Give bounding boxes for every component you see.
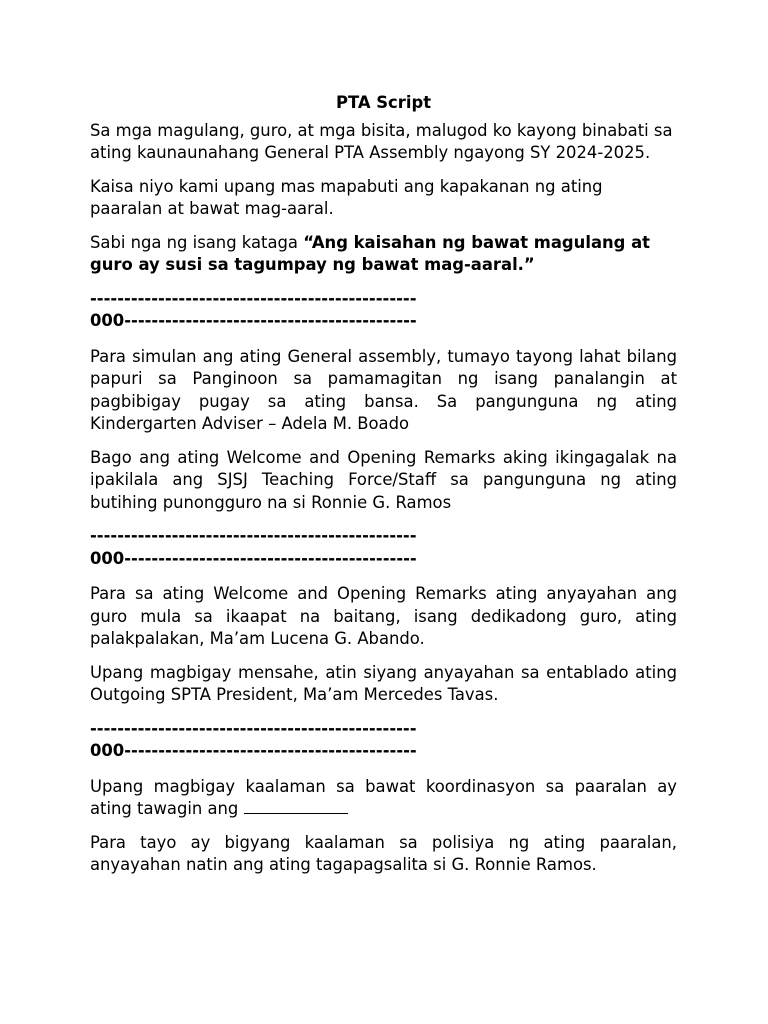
coordination-text: Upang magbigay kaalaman sa bawat koordinasyon sa paaralan ay ating tawagin ang xyxy=(90,776,677,818)
separator-line: 000------------------------------------------- xyxy=(90,311,417,330)
separator-line: ------------------------------------------------ xyxy=(90,718,417,738)
document-title: PTA Script xyxy=(335,93,432,112)
separator-line: ------------------------------------------------ xyxy=(90,288,417,308)
quote-text: “Ang kaisahan ng bawat magulang at guro ay susi sa tagumpay ng bawat mag-aaral.” xyxy=(90,232,651,274)
policy-speaker-paragraph: Para tayo ay bigyang kaalaman sa polisiya ng ating paaralan, anyayahan natin ang ating tagapagsalita si G. Ronnie Ramos. xyxy=(90,832,677,874)
separator xyxy=(90,718,677,763)
separator-line: ------------------------------------------------ xyxy=(90,526,417,545)
opening-prayer-paragraph: Para simulan ang ating General assembly, tumayo tayong lahat bilang papuri sa Panginoon sa pamamagitan ng isang panalangin at pagbibigay pugay sa ating bansa. Sa pangunguna ng ating Kindergarten Adviser – Adela M. Boado xyxy=(90,346,677,433)
outgoing-president-paragraph: Upang magbigay mensahe, atin siyang anyayahan sa entablado ating Outgoing SPTA President, Ma’am Mercedes Tavas. xyxy=(90,662,677,704)
quote-paragraph xyxy=(90,232,677,277)
separator-line: 000------------------------------------------- xyxy=(90,741,417,760)
purpose-paragraph: Kaisa niyo kami upang mas mapabuti ang kapakanan ng ating paaralan at bawat mag-aaral. xyxy=(90,176,603,218)
separator-line: 000------------------------------------------- xyxy=(90,548,417,568)
staff-introduction-paragraph: Bago ang ating Welcome and Opening Remarks aking ikingagalak na ipakilala ang SJSJ Teaching Force/Staff sa pangunguna ng ating butihing punongguro na si Ronnie G. Ramos xyxy=(90,447,677,512)
fill-in-blank xyxy=(244,799,348,814)
greeting-paragraph: Sa mga magulang, guro, at mga bisita, malugod ko kayong binabati sa ating kaunaunahang General PTA Assembly ngayong SY 2024-2025. xyxy=(90,120,673,162)
welcome-remarks-paragraph: Para sa ating Welcome and Opening Remarks ating anyayahan ang guro mula sa ikaapat na baitang, isang dedikadong guro, ating palakpalakan, Ma’am Lucena G. Abando. xyxy=(90,584,677,648)
quote-intro: Sabi nga ng isang kataga xyxy=(90,232,304,252)
separator xyxy=(90,288,677,333)
document-page xyxy=(90,92,677,888)
separator xyxy=(90,525,677,570)
coordination-paragraph xyxy=(90,776,677,821)
